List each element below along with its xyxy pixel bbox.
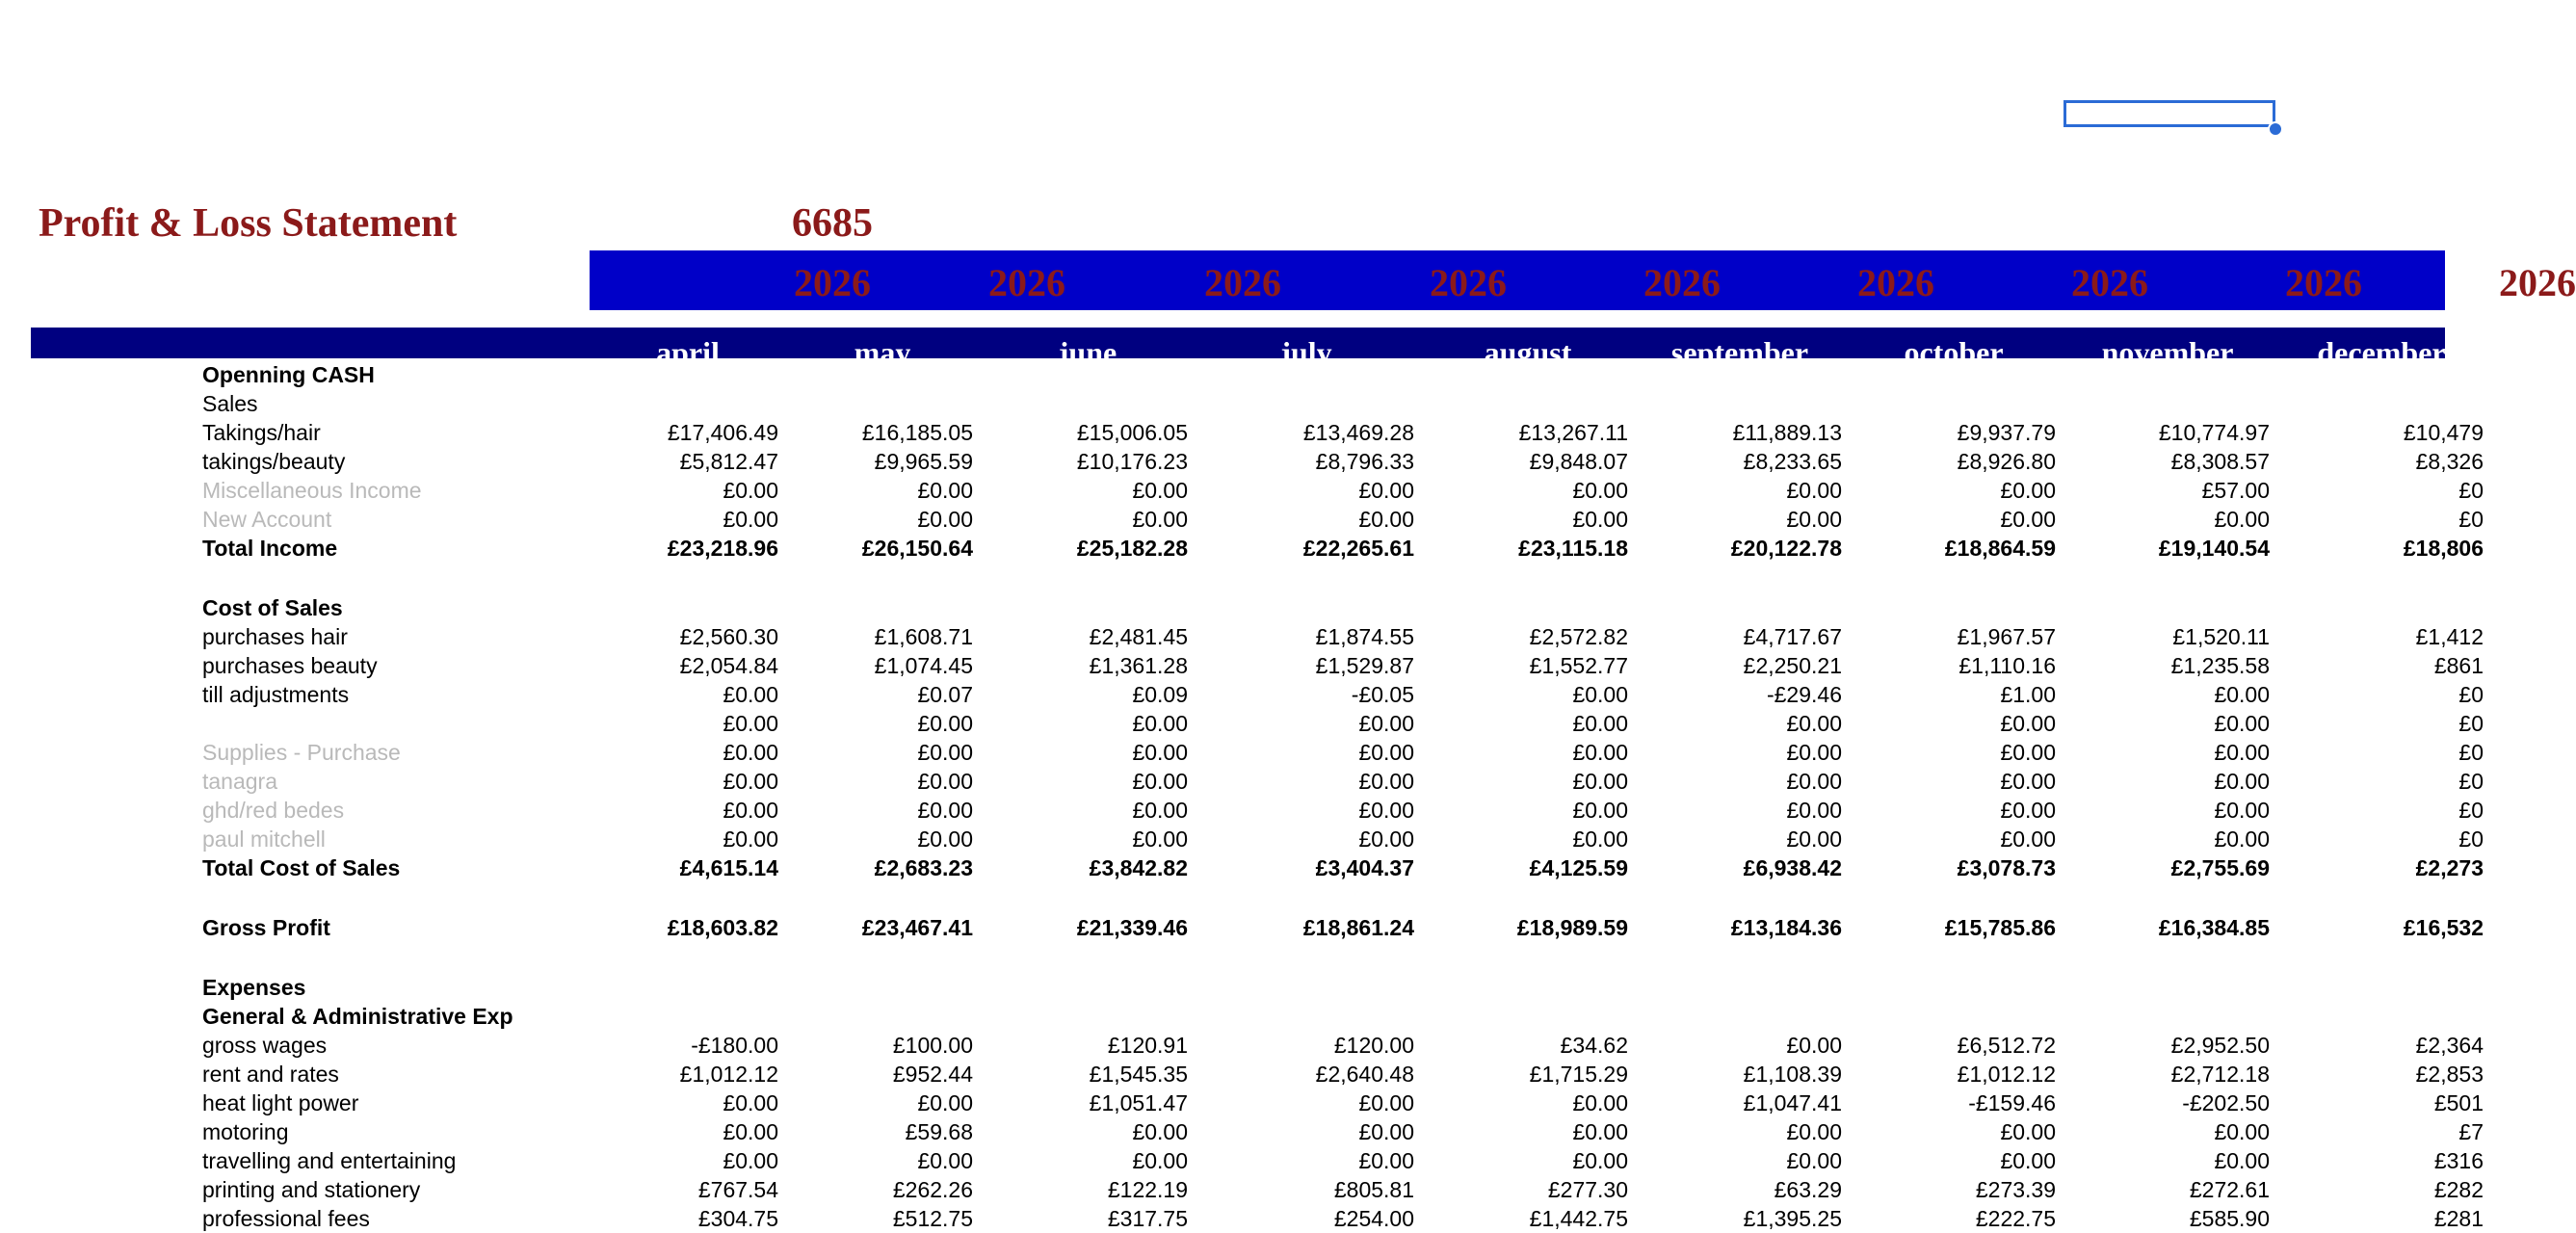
cell-value[interactable]: £0 [2458,740,2484,765]
table-row [0,360,2445,389]
table-row [0,1089,2484,1117]
row-label[interactable]: New Account [202,507,332,532]
cell-value[interactable]: £1,051.47 [1089,1090,1188,1115]
cell-value[interactable]: £0.00 [1786,798,1842,823]
cell-value[interactable]: £15,785.86 [1944,915,2056,940]
row-label[interactable]: motoring [202,1119,289,1144]
cell-value[interactable]: £8,233.65 [1743,449,1842,474]
cell-value[interactable]: £272.61 [2189,1177,2270,1202]
cell-value[interactable]: £0 [2458,769,2484,794]
table-row [0,913,2484,942]
year-header: 2026 [2285,261,2362,304]
cell-value[interactable]: £0 [2458,711,2484,736]
table-row [0,563,2445,593]
cell-value[interactable]: £0.00 [723,798,778,823]
month-header-july: july [1280,335,1332,370]
cell-value[interactable]: £0.00 [2214,1119,2270,1144]
cell-value[interactable]: £512.75 [892,1206,973,1231]
month-header-april: april [656,335,720,370]
cell-value[interactable]: £222.75 [1975,1206,2056,1231]
cell-value[interactable]: £1,047.41 [1743,1090,1842,1115]
cell-value[interactable]: £0.00 [2000,740,2056,765]
cell-value[interactable]: £1,110.16 [1958,653,2056,678]
cell-value[interactable]: £0.00 [2000,826,2056,852]
cell-value[interactable]: £501 [2433,1090,2484,1115]
row-label[interactable]: tanagra [202,769,278,794]
row-label[interactable]: rent and rates [202,1062,339,1087]
cell-value[interactable]: £1,874.55 [1315,624,1414,649]
cell-value[interactable]: £316 [2433,1148,2484,1173]
cell-value[interactable]: £0.00 [2000,478,2056,503]
cell-value[interactable]: £23,467.41 [861,915,973,940]
cell-value[interactable]: £18,989.59 [1516,915,1628,940]
cell-value[interactable]: £2,755.69 [2170,855,2270,880]
year-header: 2026 [1857,261,1934,304]
cell-value[interactable]: £2,640.48 [1315,1062,1414,1087]
row-label[interactable]: heat light power [202,1090,359,1115]
cell-value[interactable]: £0.00 [2214,507,2270,532]
cell-value[interactable]: £0.00 [1572,711,1628,736]
table-row [0,709,2484,738]
fill-handle[interactable] [2268,121,2283,137]
row-label[interactable]: purchases beauty [202,653,378,678]
cell-value[interactable]: £20,122.78 [1730,536,1842,561]
cell-value[interactable]: £0.00 [1786,826,1842,852]
selected-cell[interactable] [2063,100,2275,127]
cell-value[interactable]: £0.00 [2000,1148,2056,1173]
cell-value[interactable]: £1,074.45 [874,653,973,678]
table-row [0,680,2484,709]
table-row [0,1031,2484,1060]
table-row [0,767,2484,796]
table-row [0,476,2484,505]
cell-value[interactable]: £304.75 [697,1206,778,1231]
cell-value[interactable]: £0.00 [1572,740,1628,765]
row-label[interactable]: Expenses [202,975,306,1000]
cell-value[interactable]: £952.44 [892,1062,973,1087]
cell-value[interactable]: £3,404.37 [1315,855,1414,880]
cell-value[interactable]: £0.00 [1358,798,1414,823]
cell-value[interactable]: £0.00 [1572,769,1628,794]
row-label[interactable]: Gross Profit [202,915,330,940]
cell-value[interactable]: -£29.46 [1766,682,1842,707]
cell-value[interactable]: £0.00 [1132,826,1188,852]
cell-value[interactable]: £0.00 [1132,769,1188,794]
month-header-september: september [1670,335,1809,370]
cell-value[interactable]: £0.00 [723,1119,778,1144]
table-row [0,1002,2445,1031]
month-header-august: august [1484,335,1572,370]
month-header-may: may [854,335,911,370]
cell-value[interactable]: £0.00 [723,711,778,736]
cell-value[interactable]: £0.00 [1572,826,1628,852]
table-row [0,389,2445,418]
cell-value[interactable]: £0.00 [2000,711,2056,736]
cell-value[interactable]: £23,218.96 [667,536,778,561]
cell-value[interactable]: £861 [2433,653,2484,678]
cell-value[interactable]: £0.00 [917,711,973,736]
table-row [0,505,2484,534]
cell-value[interactable]: £10,774.97 [2158,420,2270,445]
cell-value[interactable]: £1,715.29 [1529,1062,1628,1087]
cell-value[interactable]: £0.00 [2214,711,2270,736]
cell-value[interactable]: £120.00 [1333,1033,1414,1058]
cell-value[interactable]: £0 [2458,507,2484,532]
cell-value[interactable]: £0.00 [1786,1033,1842,1058]
month-header-october: october [1904,335,2004,370]
cell-value[interactable]: £9,965.59 [874,449,973,474]
cell-value[interactable]: £8,796.33 [1315,449,1414,474]
cell-value[interactable]: £0.00 [1358,507,1414,532]
table-row [0,738,2484,767]
cell-value[interactable]: £4,717.67 [1743,624,1842,649]
cell-value[interactable]: £0.00 [2214,682,2270,707]
cell-value[interactable]: £0.00 [1132,798,1188,823]
cell-value[interactable]: £120.91 [1107,1033,1188,1058]
row-label[interactable]: Total Cost of Sales [202,855,401,880]
cell-value[interactable]: £1,520.11 [2172,624,2270,649]
cell-value[interactable]: £0.00 [723,826,778,852]
cell-value[interactable]: £767.54 [697,1177,778,1202]
cell-value[interactable]: £122.19 [1107,1177,1188,1202]
cell-value[interactable]: £1,361.28 [1089,653,1188,678]
cell-value[interactable]: £0.00 [723,1148,778,1173]
cell-value[interactable]: £317.75 [1107,1206,1188,1231]
row-label[interactable]: ghd/red bedes [202,798,345,823]
table-row [0,1175,2484,1204]
cell-value[interactable]: £2,712.18 [2170,1062,2270,1087]
cell-value[interactable]: £21,339.46 [1076,915,1188,940]
cell-value[interactable]: £15,006.05 [1076,420,1188,445]
cell-value[interactable]: £0.00 [1572,1148,1628,1173]
cell-value[interactable]: £0.00 [1572,507,1628,532]
cell-value[interactable]: £5,812.47 [679,449,778,474]
cell-value[interactable]: £18,864.59 [1944,536,2056,561]
cell-value[interactable]: £18,603.82 [667,915,778,940]
cell-value[interactable]: £0.00 [1786,740,1842,765]
cell-value[interactable]: £282 [2433,1177,2484,1202]
cell-value[interactable]: £16,532 [2403,915,2484,940]
cell-value[interactable]: £2,481.45 [1089,624,1188,649]
cell-value[interactable]: £34.62 [1560,1033,1628,1058]
cell-value[interactable]: £25,182.28 [1076,536,1188,561]
cell-value[interactable]: £18,806 [2403,536,2484,561]
cell-value[interactable]: £2,364 [2415,1033,2484,1058]
cell-value[interactable]: £1,235.58 [2170,653,2270,678]
cell-value[interactable]: £1,967.57 [1957,624,2056,649]
table-row [0,1204,2484,1233]
row-label[interactable]: Takings/hair [202,420,321,445]
cell-value[interactable]: £0.00 [1572,1119,1628,1144]
row-label[interactable]: printing and stationery [202,1177,421,1202]
cell-value[interactable]: £3,842.82 [1089,855,1188,880]
month-header-november: november [2101,335,2234,370]
year-header: 2026 [1430,261,1507,304]
cell-value[interactable]: £0.00 [917,1148,973,1173]
row-label[interactable]: gross wages [202,1033,328,1058]
cell-value[interactable]: £0 [2458,798,2484,823]
cell-value[interactable]: £0 [2458,826,2484,852]
row-label[interactable]: Cost of Sales [202,595,343,620]
cell-value[interactable]: £0.00 [2214,740,2270,765]
cell-value[interactable]: £9,848.07 [1529,449,1628,474]
year-header: 2026 [1204,261,1281,304]
year-header: 2026 [988,261,1065,304]
table-row [0,882,2445,913]
row-label[interactable]: takings/beauty [202,449,346,474]
cell-value[interactable]: £59.68 [905,1119,973,1144]
cell-value[interactable]: £0.00 [2000,507,2056,532]
cell-value[interactable]: £0.00 [1358,711,1414,736]
table-row [0,796,2484,825]
cell-value[interactable]: £0.00 [723,769,778,794]
cell-value[interactable]: £0 [2458,478,2484,503]
cell-value[interactable]: £10,479 [2403,420,2484,445]
row-label[interactable]: professional fees [202,1206,370,1231]
cell-value[interactable]: £0.00 [1786,507,1842,532]
cell-value[interactable]: £0.00 [723,507,778,532]
cell-value[interactable]: -£0.05 [1351,682,1414,707]
cell-value[interactable]: £0.00 [1572,682,1628,707]
cell-value[interactable]: £0.00 [917,1090,973,1115]
cell-value[interactable]: £0.00 [1358,826,1414,852]
cell-value[interactable]: £19,140.54 [2158,536,2270,561]
cell-value[interactable]: £8,308.57 [2170,449,2270,474]
cell-value[interactable]: £57.00 [2201,478,2270,503]
cell-value[interactable]: £0.00 [917,740,973,765]
cell-value[interactable]: £0.07 [917,682,973,707]
row-label[interactable]: Miscellaneous Income [202,478,422,503]
row-label[interactable]: Sales [202,391,258,416]
row-label[interactable]: paul mitchell [202,826,326,852]
row-label[interactable]: Total Income [202,536,338,561]
year-header: 2026 [794,261,871,304]
cell-value[interactable]: £0.00 [1786,711,1842,736]
table-row [0,593,2445,622]
cell-value[interactable]: £6,938.42 [1743,855,1842,880]
table-row [0,853,2484,882]
cell-value[interactable]: £1,412 [2415,624,2484,649]
cell-value[interactable]: £0.00 [917,826,973,852]
table-row [0,418,2484,447]
table-row [0,1117,2484,1146]
cell-value[interactable]: £2,572.82 [1529,624,1628,649]
cell-value[interactable]: £2,853 [2415,1062,2484,1087]
cell-value[interactable]: £0.00 [1358,478,1414,503]
cell-value[interactable]: £0 [2458,682,2484,707]
cell-value[interactable]: £0.00 [1358,1148,1414,1173]
cell-value[interactable]: £4,125.59 [1529,855,1628,880]
cell-value[interactable]: £0.00 [723,478,778,503]
cell-value[interactable]: £273.39 [1975,1177,2056,1202]
cell-value[interactable]: £1,545.35 [1089,1062,1188,1087]
cell-value[interactable]: £281 [2433,1206,2484,1231]
row-label[interactable]: till adjustments [202,682,350,707]
cell-value[interactable]: £2,273 [2415,855,2484,880]
table-row [0,534,2484,563]
cell-value[interactable]: £1,108.39 [1743,1062,1842,1087]
cell-value[interactable]: £13,184.36 [1730,915,1842,940]
cell-value[interactable]: £0.00 [1358,1090,1414,1115]
cell-value[interactable]: £23,115.18 [1518,536,1628,561]
row-label[interactable]: Supplies - Purchase [202,740,401,765]
cell-value[interactable]: £0.00 [1786,478,1842,503]
cell-value[interactable]: £0.00 [723,682,778,707]
cell-value[interactable]: £10,176.23 [1076,449,1188,474]
cell-value[interactable]: £277.30 [1547,1177,1628,1202]
cell-value[interactable]: £1,442.75 [1529,1206,1628,1231]
cell-value[interactable]: £0.00 [1786,1119,1842,1144]
cell-value[interactable]: £1,529.87 [1315,653,1414,678]
cell-value[interactable]: £2,952.50 [2170,1033,2270,1058]
cell-value[interactable]: £2,560.30 [679,624,778,649]
cell-value[interactable]: £0.00 [2214,826,2270,852]
cell-value[interactable]: £8,326 [2415,449,2484,474]
cell-value[interactable]: £1,395.25 [1743,1206,1842,1231]
cell-value[interactable]: £0.00 [1572,1090,1628,1115]
cell-value[interactable]: £1.00 [2000,682,2056,707]
cell-value[interactable]: £0.00 [2000,1119,2056,1144]
table-row [0,622,2484,651]
table-row [0,1146,2484,1175]
cell-value[interactable]: £26,150.64 [861,536,973,561]
cell-value[interactable]: £0.00 [1132,1119,1188,1144]
cell-value[interactable]: £0.00 [2214,798,2270,823]
cell-value[interactable]: £2,054.84 [679,653,778,678]
cell-value[interactable]: £16,384.85 [2158,915,2270,940]
cell-value[interactable]: £0.00 [2000,769,2056,794]
table-row [0,825,2484,853]
year-header: 2026 [2499,261,2576,304]
cell-value[interactable]: £0.00 [917,798,973,823]
cell-value[interactable]: £22,265.61 [1302,536,1414,561]
month-header-band [31,328,2446,370]
cell-value[interactable]: £8,926.80 [1957,449,2056,474]
cell-value[interactable]: £254.00 [1333,1206,1414,1231]
cell-value[interactable]: £2,250.21 [1743,653,1842,678]
statement-table [0,360,2484,1233]
cell-value[interactable]: £0.00 [1132,740,1188,765]
cell-value[interactable]: -£202.50 [2182,1090,2270,1115]
page-title: Profit & Loss Statement [39,201,458,246]
cell-value[interactable]: £0.00 [1132,711,1188,736]
cell-value[interactable]: -£159.46 [1968,1090,2056,1115]
cell-value[interactable]: £0.00 [1132,1148,1188,1173]
cell-value[interactable]: £0.00 [917,769,973,794]
table-row [0,973,2445,1002]
cell-value[interactable]: £63.29 [1774,1177,1842,1202]
year-header: 2026 [2071,261,2148,304]
cell-value[interactable]: £0.00 [1358,740,1414,765]
cell-value[interactable]: £2,683.23 [874,855,973,880]
cell-value[interactable]: £0.00 [2214,769,2270,794]
cell-value[interactable]: £0.00 [723,740,778,765]
cell-value[interactable]: £585.90 [2189,1206,2270,1231]
cell-value[interactable]: £1,012.12 [679,1062,778,1087]
cell-value[interactable]: £0.09 [1132,682,1188,707]
cell-value[interactable]: £13,469.28 [1302,420,1414,445]
table-row [0,942,2445,973]
row-label[interactable]: Openning CASH [202,362,375,387]
month-header-june: june [1058,335,1117,370]
month-header-december: december [2317,335,2446,370]
cell-value[interactable]: £0.00 [1132,478,1188,503]
cell-value[interactable]: £0.00 [2000,798,2056,823]
cell-value[interactable]: £0.00 [1786,1148,1842,1173]
row-label[interactable]: purchases hair [202,624,348,649]
year-header: 2026 [1643,261,1721,304]
cell-value[interactable]: £0.00 [2214,1148,2270,1173]
cell-value[interactable]: £0.00 [917,507,973,532]
cell-value[interactable]: £0.00 [1572,798,1628,823]
table-row [0,447,2484,476]
cell-value[interactable]: £0.00 [1786,769,1842,794]
cell-value[interactable]: £262.26 [892,1177,973,1202]
cell-value[interactable]: £6,512.72 [1957,1033,2056,1058]
cell-value[interactable]: £0.00 [917,478,973,503]
row-label[interactable]: General & Administrative Exp [202,1004,513,1029]
cell-value[interactable]: -£180.00 [691,1033,778,1058]
cell-value[interactable]: £3,078.73 [1957,855,2056,880]
cell-value[interactable]: £9,937.79 [1957,420,2056,445]
cell-value[interactable]: £11,889.13 [1732,420,1842,445]
cell-value[interactable]: £100.00 [892,1033,973,1058]
cell-value[interactable]: £7 [2458,1119,2484,1144]
row-label[interactable]: travelling and entertaining [202,1148,457,1173]
cell-value[interactable]: £1,552.77 [1529,653,1628,678]
cell-value[interactable]: £1,608.71 [874,624,973,649]
cell-value[interactable]: £0.00 [1572,478,1628,503]
cell-value[interactable]: £0.00 [1132,507,1188,532]
cell-value[interactable]: £13,267.11 [1518,420,1628,445]
cell-value[interactable]: £0.00 [723,1090,778,1115]
cell-value[interactable]: £805.81 [1333,1177,1414,1202]
cell-value[interactable]: £0.00 [1358,1119,1414,1144]
cell-value[interactable]: £16,185.05 [861,420,973,445]
table-row [0,1060,2484,1089]
cell-value[interactable]: £0.00 [1358,769,1414,794]
cell-value[interactable]: £4,615.14 [679,855,778,880]
cell-value[interactable]: £17,406.49 [667,420,778,445]
cell-value[interactable]: £1,012.12 [1957,1062,2056,1087]
table-row [0,651,2484,680]
cell-value[interactable]: £18,861.24 [1302,915,1414,940]
reference-number: 6685 [792,201,873,246]
